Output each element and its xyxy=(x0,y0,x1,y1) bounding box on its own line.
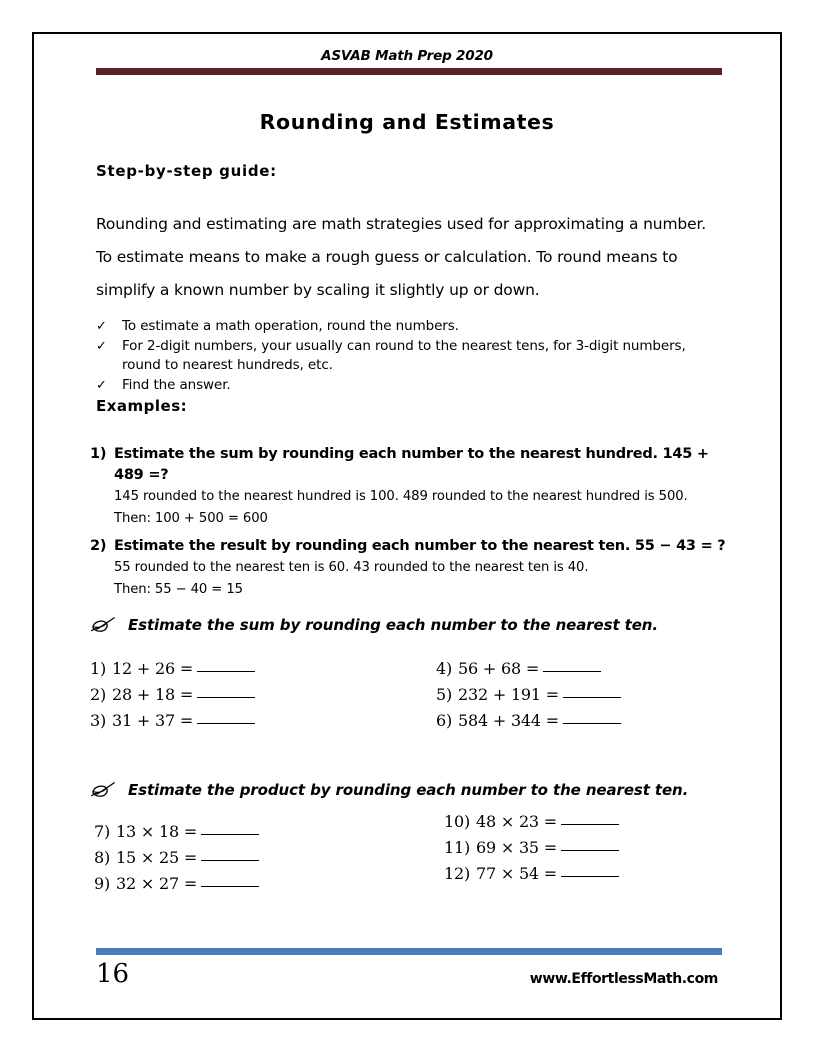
problem-expression: 28 + 18 = xyxy=(112,685,194,704)
step-by-step-guide-heading: Step-by-step guide: xyxy=(96,162,277,180)
problem-number: 12) xyxy=(444,864,471,883)
checkmark-icon: ✓ xyxy=(96,339,107,354)
problem-expression: 77 × 54 = xyxy=(476,864,558,883)
exercise-column-right xyxy=(412,809,734,897)
exercise-grid-sum xyxy=(90,656,734,734)
answer-blank[interactable] xyxy=(543,671,601,672)
header-rule xyxy=(96,68,722,75)
problem-number: 9) xyxy=(94,874,111,893)
examples-heading: Examples: xyxy=(96,397,188,415)
answer-blank[interactable] xyxy=(201,886,259,887)
answer-blank[interactable] xyxy=(561,876,619,877)
problem-expression: 13 × 18 = xyxy=(116,822,198,841)
answer-blank[interactable] xyxy=(201,834,259,835)
problem-number: 4) xyxy=(436,659,453,678)
problem-number: 10) xyxy=(444,812,471,831)
guide-intro-paragraph: Rounding and estimating are math strategies used for approximating a number. To estimate means to make a rough guess or calculation. To round means to simplify a known number by scaling it slightly up or down. xyxy=(96,215,707,299)
exercise-problem[interactable] xyxy=(412,861,734,887)
problem-expression: 69 × 35 = xyxy=(476,838,558,857)
exercise-problem[interactable] xyxy=(412,708,734,734)
exercise-section-label: Estimate the product by rounding each number to the nearest ten. xyxy=(128,781,689,799)
worked-example-prompt: Estimate the sum by rounding each number to the nearest hundred. 145 + 489 =? xyxy=(114,446,709,483)
worked-example xyxy=(90,536,730,601)
problem-number: 6) xyxy=(436,711,453,730)
list-item-label: To estimate a math operation, round the numbers. xyxy=(122,318,459,334)
problem-expression: 232 + 191 = xyxy=(458,685,559,704)
problem-expression: 56 + 68 = xyxy=(458,659,540,678)
problem-expression: 32 × 27 = xyxy=(116,874,198,893)
page-title: Rounding and Estimates xyxy=(259,109,555,134)
worked-example-question xyxy=(90,536,730,557)
exercise-problem[interactable] xyxy=(90,708,412,734)
exercise-problem[interactable] xyxy=(90,845,412,871)
quill-pen-icon xyxy=(90,614,116,636)
exercise-problem[interactable] xyxy=(90,819,412,845)
answer-blank[interactable] xyxy=(201,860,259,861)
solution-line: Then: 100 + 500 = 600 xyxy=(114,511,268,526)
problem-number: 3) xyxy=(90,711,107,730)
problem-number: 5) xyxy=(436,685,453,704)
answer-blank[interactable] xyxy=(563,697,621,698)
problem-number: 1) xyxy=(90,659,107,678)
problem-expression: 584 + 344 = xyxy=(458,711,559,730)
worked-example-question xyxy=(90,444,730,486)
exercise-column-right xyxy=(412,656,734,734)
list-item xyxy=(96,337,716,375)
answer-blank[interactable] xyxy=(197,697,255,698)
list-item-label: Find the answer. xyxy=(122,377,231,393)
worked-example-number: 2) xyxy=(90,538,107,554)
problem-expression: 31 + 37 = xyxy=(112,711,194,730)
worked-examples-list xyxy=(90,444,730,607)
exercise-column-left xyxy=(90,819,412,897)
exercise-section-label: Estimate the sum by rounding each number to the nearest ten. xyxy=(128,616,658,634)
worked-example xyxy=(90,444,730,530)
worked-example-solution xyxy=(114,486,730,530)
answer-blank[interactable] xyxy=(561,850,619,851)
page-number: 16 xyxy=(96,959,130,989)
worked-example-number: 1) xyxy=(90,446,107,462)
solution-line: Then: 55 − 40 = 15 xyxy=(114,582,243,597)
answer-blank[interactable] xyxy=(197,671,255,672)
problem-expression: 15 × 25 = xyxy=(116,848,198,867)
problem-number: 8) xyxy=(94,848,111,867)
exercise-problem[interactable] xyxy=(90,871,412,897)
exercise-problem[interactable] xyxy=(412,656,734,682)
exercise-section-heading-sum xyxy=(90,614,658,636)
quill-pen-icon xyxy=(90,779,116,801)
problem-number: 2) xyxy=(90,685,107,704)
answer-blank[interactable] xyxy=(563,723,621,724)
solution-line: 55 rounded to the nearest ten is 60. 43 rounded to the nearest ten is 40. xyxy=(114,560,589,575)
exercise-column-left xyxy=(90,656,412,734)
exercise-problem[interactable] xyxy=(412,809,734,835)
checkmark-icon: ✓ xyxy=(96,378,107,393)
exercise-problem[interactable] xyxy=(412,835,734,861)
footer-website: www.EffortlessMath.com xyxy=(529,971,718,987)
guide-bullet-list xyxy=(96,317,716,396)
problem-number: 11) xyxy=(444,838,471,857)
solution-line: 145 rounded to the nearest hundred is 100. 489 rounded to the nearest hundred is 500. xyxy=(114,489,688,504)
exercise-problem[interactable] xyxy=(90,682,412,708)
answer-blank[interactable] xyxy=(197,723,255,724)
list-item-label: For 2-digit numbers, your usually can round to the nearest tens, for 3-digit numbers, round to nearest hundreds, etc. xyxy=(122,338,686,373)
checkmark-icon: ✓ xyxy=(96,319,107,334)
worked-example-prompt: Estimate the result by rounding each number to the nearest ten. 55 − 43 = ? xyxy=(114,538,726,554)
exercise-problem[interactable] xyxy=(412,682,734,708)
exercise-section-heading-product xyxy=(90,779,688,801)
worked-example-solution xyxy=(114,557,730,601)
list-item xyxy=(96,317,716,336)
list-item xyxy=(96,376,716,395)
exercise-problem[interactable] xyxy=(90,656,412,682)
problem-expression: 48 × 23 = xyxy=(476,812,558,831)
footer-rule xyxy=(96,948,722,955)
worksheet-page xyxy=(32,32,782,1020)
problem-number: 7) xyxy=(94,822,111,841)
answer-blank[interactable] xyxy=(561,824,619,825)
exercise-grid-product xyxy=(90,812,734,897)
problem-expression: 12 + 26 = xyxy=(112,659,194,678)
running-header-title: ASVAB Math Prep 2020 xyxy=(321,48,493,64)
